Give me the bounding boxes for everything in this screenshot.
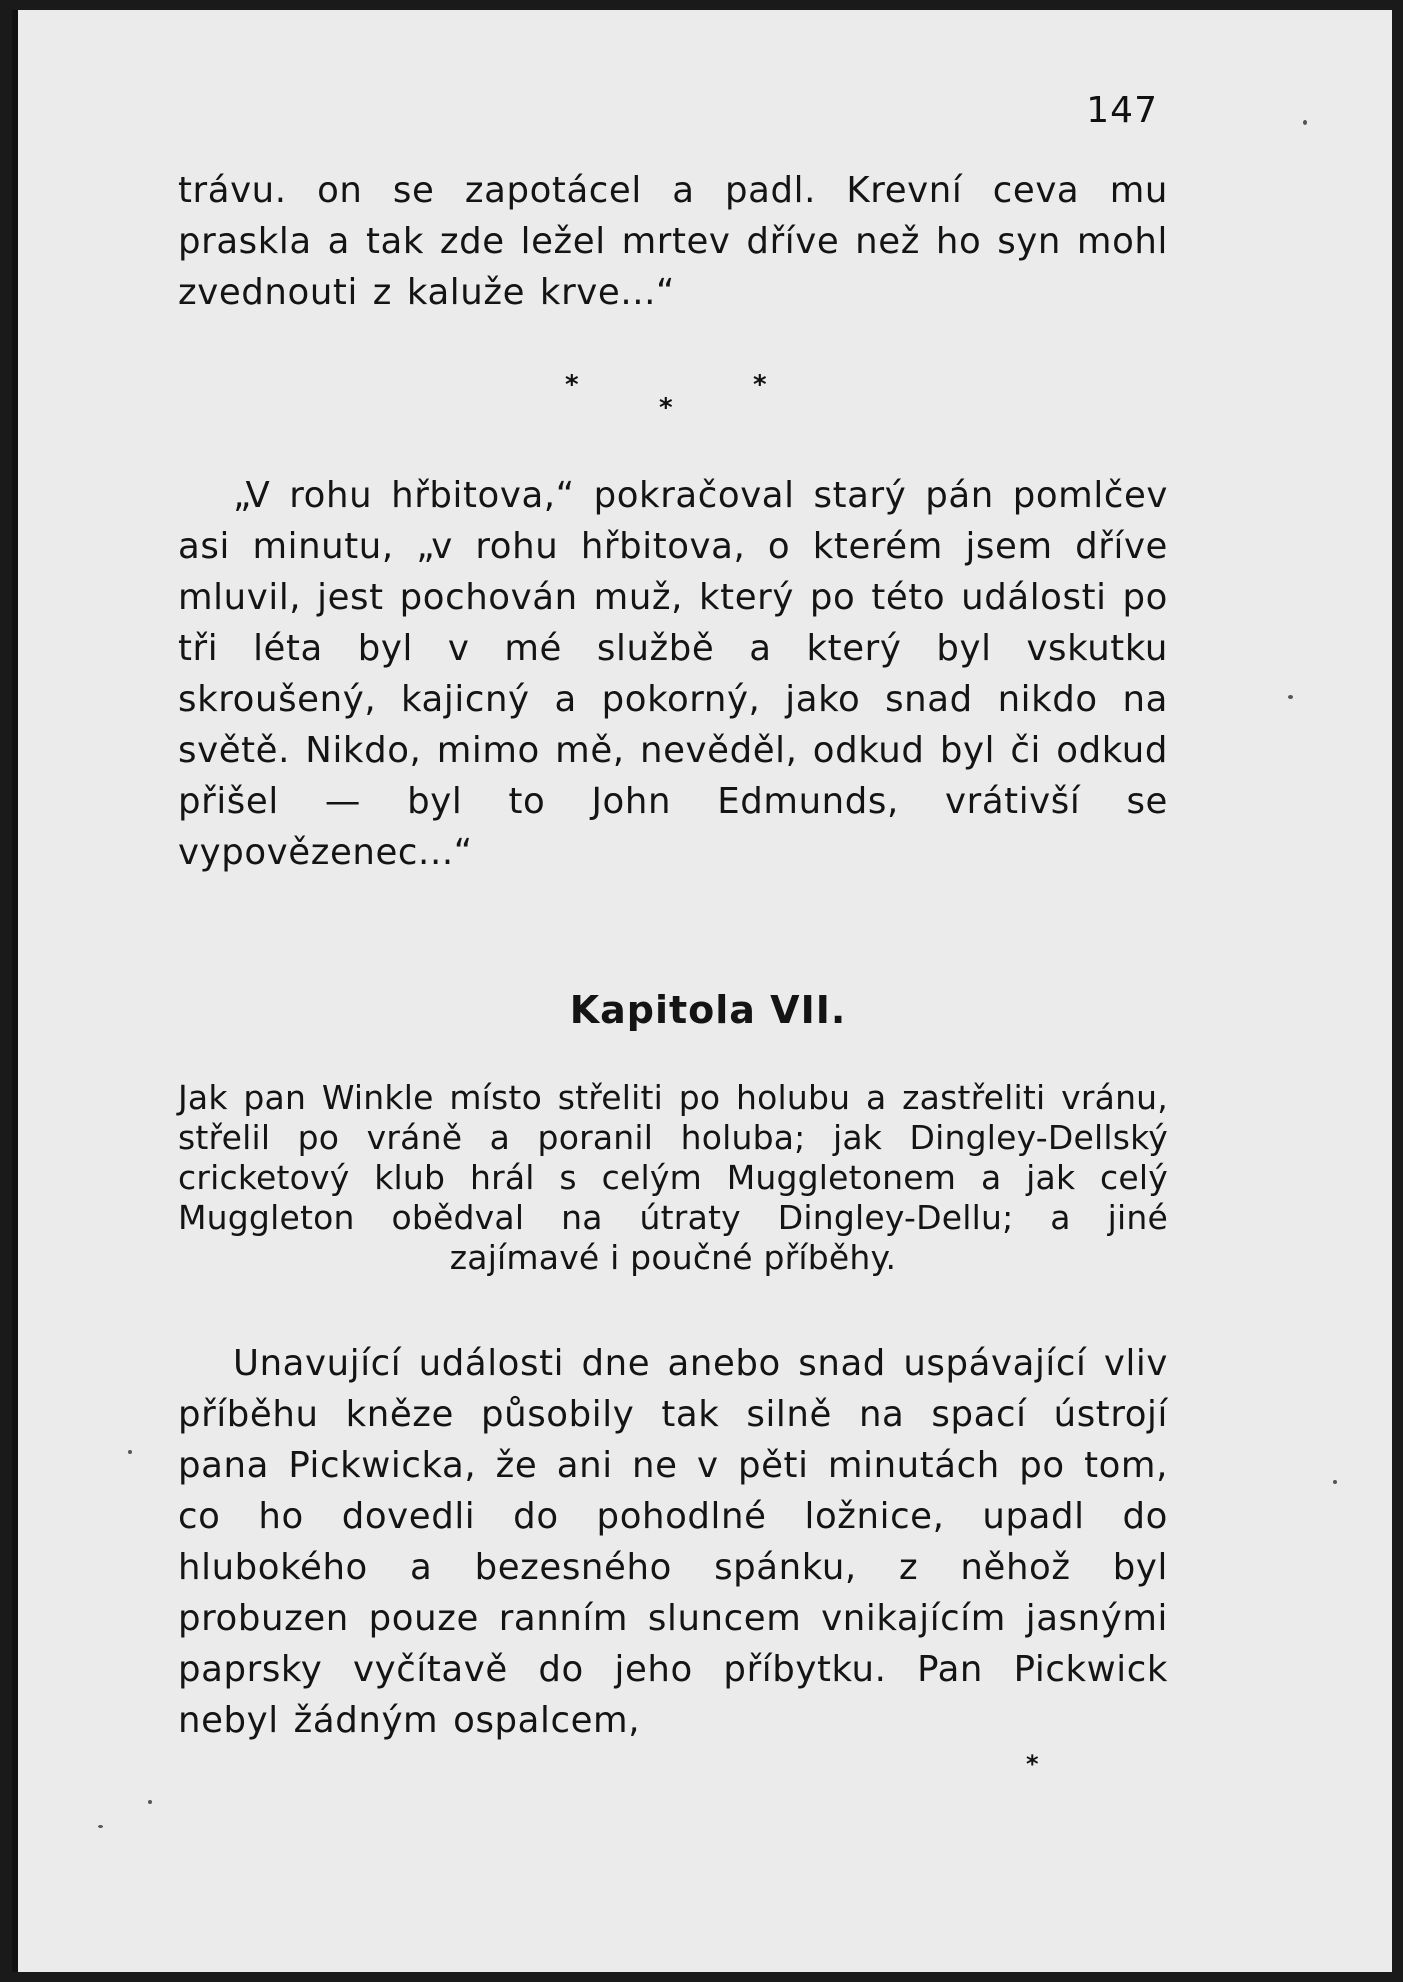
separator-asterisk: * [753, 370, 767, 400]
paper-speck [1288, 695, 1293, 699]
paper-speck [98, 1825, 103, 1828]
page-number: 147 [1086, 90, 1158, 131]
signature-mark: * [1026, 1750, 1039, 1778]
paper-speck [148, 1800, 152, 1804]
paragraph-text: Unavující události dne anebo snad uspávající vliv příběhu kněze působily tak silně na spací ústrojí pana Pickwicka, že ani ne v pěti minutách po tom, co ho dovedli do pohodlné ložnice, upadl do hlubokého a bezesného spánku, z něhož byl probuzen pouze ranním sluncem vnikajícím jasnými paprsky vyčítavě do jeho příbytku. Pan Pickwick nebyl žádným ospalcem, [178, 1343, 1168, 1741]
separator-asterisk: * [659, 393, 673, 423]
paragraph-story-end [178, 470, 1168, 878]
paper-speck [1303, 120, 1307, 125]
paragraph-text: „V rohu hřbitova,“ pokračoval starý pán pomlčev asi minutu, „v rohu hřbitova, o kterém jsem dříve mluvil, jest pochován muž, který po této události po tři léta byl v mé službě a který byl vskutku skroušený, kajicný a pokorný, jako snad nikdo na světě. Nikdo, mimo mě, nevěděl, odkud byl či odkud přišel — byl to John Edmunds, vrátivší se vypovězenec...“ [178, 475, 1168, 873]
paragraph-continuation [178, 165, 1168, 318]
book-page [12, 10, 1392, 1972]
chapter-title: Kapitola VII. [569, 988, 847, 1032]
paper-speck [128, 1450, 132, 1454]
paper-speck [1333, 1480, 1337, 1484]
paragraph-text: trávu. on se zapotácel a padl. Krevní ceva mu praskla a tak zde ležel mrtev dříve než ho syn mohl zvednouti z kaluže krve...“ [178, 170, 1168, 313]
separator-asterisk: * [565, 370, 579, 400]
paragraph-chapter-opening [178, 1338, 1168, 1746]
section-separator [18, 370, 1392, 430]
chapter-summary: Jak pan Winkle místo střeliti po holubu a zastřeliti vránu, střelil po vráně a poranil holuba; jak Dingley-Dellský cricketový klub hrál s celým Muggletonem a jak celý Muggleton obědval na útraty Dingley-Dellu; a jiné zajímavé i poučné příběhy. [178, 1078, 1168, 1277]
